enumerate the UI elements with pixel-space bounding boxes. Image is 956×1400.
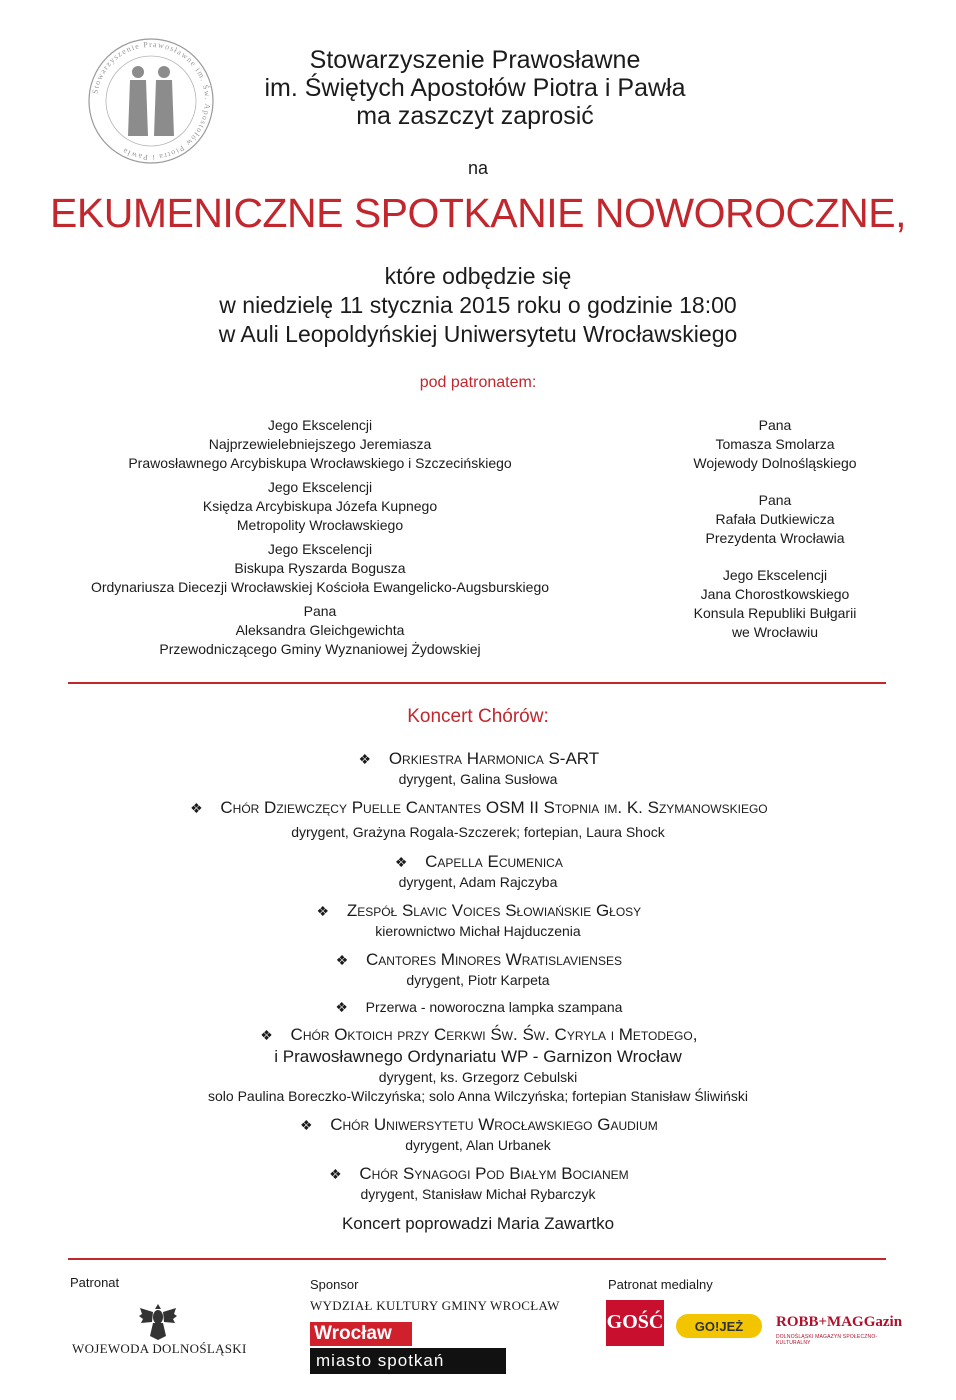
concert-item [0,1024,956,1106]
event-details [0,262,956,349]
conductor-line: dyrygent, Stanisław Michał Rybarczyk [360,1186,596,1202]
patron-name: Najprzewielebniejszego Jeremiasza [208,436,432,452]
patron-title: Jego Ekscelencji [267,417,373,433]
ensemble-name: Chór Oktoich przy Cerkwi Św. Św. Cyryla i Metodego, [290,1025,698,1044]
na-word: na [467,158,489,178]
gosc-logo: GOŚĆ [606,1300,664,1346]
concert-item [0,900,956,941]
concert-item [0,851,956,892]
sponsor-name: WYDZIAŁ KULTURY GMINY WROCŁAW [310,1298,560,1313]
event-line: w niedzielę 11 stycznia 2015 roku o godzinie 18:00 [219,292,737,318]
ensemble-name: Chór Synagogi Pod Białym Bocianem [359,1164,629,1183]
diamond-bullet-icon: ❖ [299,1117,313,1133]
patron-office: Konsula Republiki Bułgarii [693,605,857,621]
wroclaw-logo-bottom: miasto spotkań [310,1348,506,1374]
patron-title: Jego Ekscelencji [267,479,373,495]
conductor-line: dyrygent, Grażyna Rogala-Szczerek; fortepian, Laura Shock [291,824,665,840]
concert-item [0,1114,956,1155]
association-logo [86,36,216,166]
patron-entry [40,540,600,597]
footer-media-heading: Patronat medialny [608,1277,713,1292]
divider-top [68,682,886,684]
organization-invitation [240,46,710,130]
footer-sponsor-heading: Sponsor [310,1277,359,1292]
host-line: Koncert poprowadzi Maria Zawartko [341,1214,615,1233]
conductor-line: dyrygent, Alan Urbanek [405,1137,551,1153]
robb-maggazin-subtitle: DOLNOŚLĄSKI MAGAZYN SPOŁECZNO-KULTURALNY [776,1334,878,1346]
patron-office: Przewodniczącego Gminy Wyznaniowej Żydowskiej [159,641,481,657]
concert-item [0,949,956,990]
diamond-bullet-icon: ❖ [358,751,372,767]
divider-bottom [68,1258,886,1260]
diamond-bullet-icon: ❖ [335,999,348,1015]
event-line: które odbędzie się [384,263,572,289]
patron-entry [40,478,600,535]
patron-name: Tomasza Smolarza [715,436,835,452]
patron-entry [630,416,920,473]
wroclaw-logo [310,1322,506,1374]
diamond-bullet-icon: ❖ [335,952,349,968]
svg-text:Stowarzyszenie Prawosławne im. [90,40,212,162]
patron-office: we Wrocławiu [731,624,819,640]
concert-heading: Koncert Chórów: [407,706,549,727]
diamond-bullet-icon: ❖ [394,854,408,870]
patron-name: Biskupa Ryszarda Bogusza [234,560,406,576]
conductor-line: dyrygent, Piotr Karpeta [406,972,550,988]
patron-office: Prawosławnego Arcybiskupa Wrocławskiego i Szczecińskiego [128,455,512,471]
conductor-line: dyrygent, ks. Grzegorz Cebulski [378,1069,578,1085]
conductor-line: kierownictwo Michał Hajduczenia [375,923,581,939]
wroclaw-logo-top: Wrocław [310,1322,412,1346]
robb-maggazin-logo: ROBB+MAGGazin [776,1314,903,1330]
patron-title: Pana [758,492,792,508]
patron-office: Metropolity Wrocławskiego [236,517,404,533]
event-line: w Auli Leopoldyńskiej Uniwersytetu Wrocławskiego [218,321,738,347]
patron-name: Księdza Arcybiskupa Józefa Kupnego [202,498,438,514]
patron-office: Wojewody Dolnośląskiego [693,455,857,471]
patron-office: Ordynariusza Diecezji Wrocławskiej Kościoła Ewangelicko-Augsburskiego [90,579,550,595]
patron-wojewoda: WOJEWODA DOLNOŚLĄSKI [72,1341,247,1356]
ensemble-name: Zespół Slavic Voices Słowiańskie Głosy [346,901,642,920]
concert-item [0,797,956,842]
patron-entry [40,416,600,473]
patrons-right-column [630,416,920,660]
patrons-left-column [40,416,600,664]
ensemble-name: Chór Dziewczęcy Puelle Cantantes OSM II Stopnia im. K. Szymanowskiego [220,798,768,817]
diamond-bullet-icon: ❖ [316,903,330,919]
concert-item-break [0,998,956,1017]
patronage-heading: pod patronatem: [419,374,537,391]
footer-patron-heading: Patronat [70,1275,120,1290]
patron-name: Aleksandra Gleichgewichta [235,622,405,638]
diamond-bullet-icon: ❖ [329,1166,342,1182]
gojez-logo-text: GO!JEŻ [694,1319,744,1334]
concert-item [0,748,956,789]
gojez-logo [676,1312,762,1340]
logo-ring-text: Stowarzyszenie Prawosławne im. Św. Apostołów Piotra i Pawła [90,39,213,163]
org-line: im. Świętych Apostołów Piotra i Pawła [264,74,686,102]
conductor-line: dyrygent, Adam Rajczyba [398,874,558,890]
ensemble-name: Capella Ecumenica [425,852,563,871]
patron-title: Jego Ekscelencji [267,541,373,557]
patron-entry [630,491,920,548]
patron-title: Pana [303,603,337,619]
patron-entry [40,602,600,659]
diamond-bullet-icon: ❖ [260,1027,273,1043]
polish-eagle-icon [138,1300,178,1342]
patron-entry [630,566,920,642]
soloists-line: solo Paulina Boreczko-Wilczyńska; solo Anna Wilczyńska; fortepian Stanisław Śliwiński [208,1088,748,1104]
org-line: Stowarzyszenie Prawosławne [309,46,641,74]
ensemble-name-cont: i Prawosławnego Ordynariatu WP - Garnizon Wrocław [274,1047,682,1066]
patron-title: Pana [758,417,792,433]
ensemble-name: Cantores Minores Wratislavienses [366,950,622,969]
conductor-line: dyrygent, Galina Susłowa [398,771,558,787]
ensemble-name: Orkiestra Harmonica S-ART [388,749,600,768]
patron-office: Prezydenta Wrocławia [705,530,845,546]
diamond-bullet-icon: ❖ [190,800,203,816]
org-line: ma zaszczyt zaprosić [356,102,594,130]
patron-name: Jana Chorostkowskiego [700,586,850,602]
concert-item [0,1163,956,1204]
event-title: EKUMENICZNE SPOTKANIE NOWOROCZNE, [50,190,906,236]
patron-name: Rafała Dutkiewicza [715,511,835,527]
patron-title: Jego Ekscelencji [722,567,828,583]
ensemble-name: Chór Uniwersytetu Wrocławskiego Gaudium [330,1115,658,1134]
intermission-text: Przerwa - noworoczna lampka szampana [365,999,623,1015]
